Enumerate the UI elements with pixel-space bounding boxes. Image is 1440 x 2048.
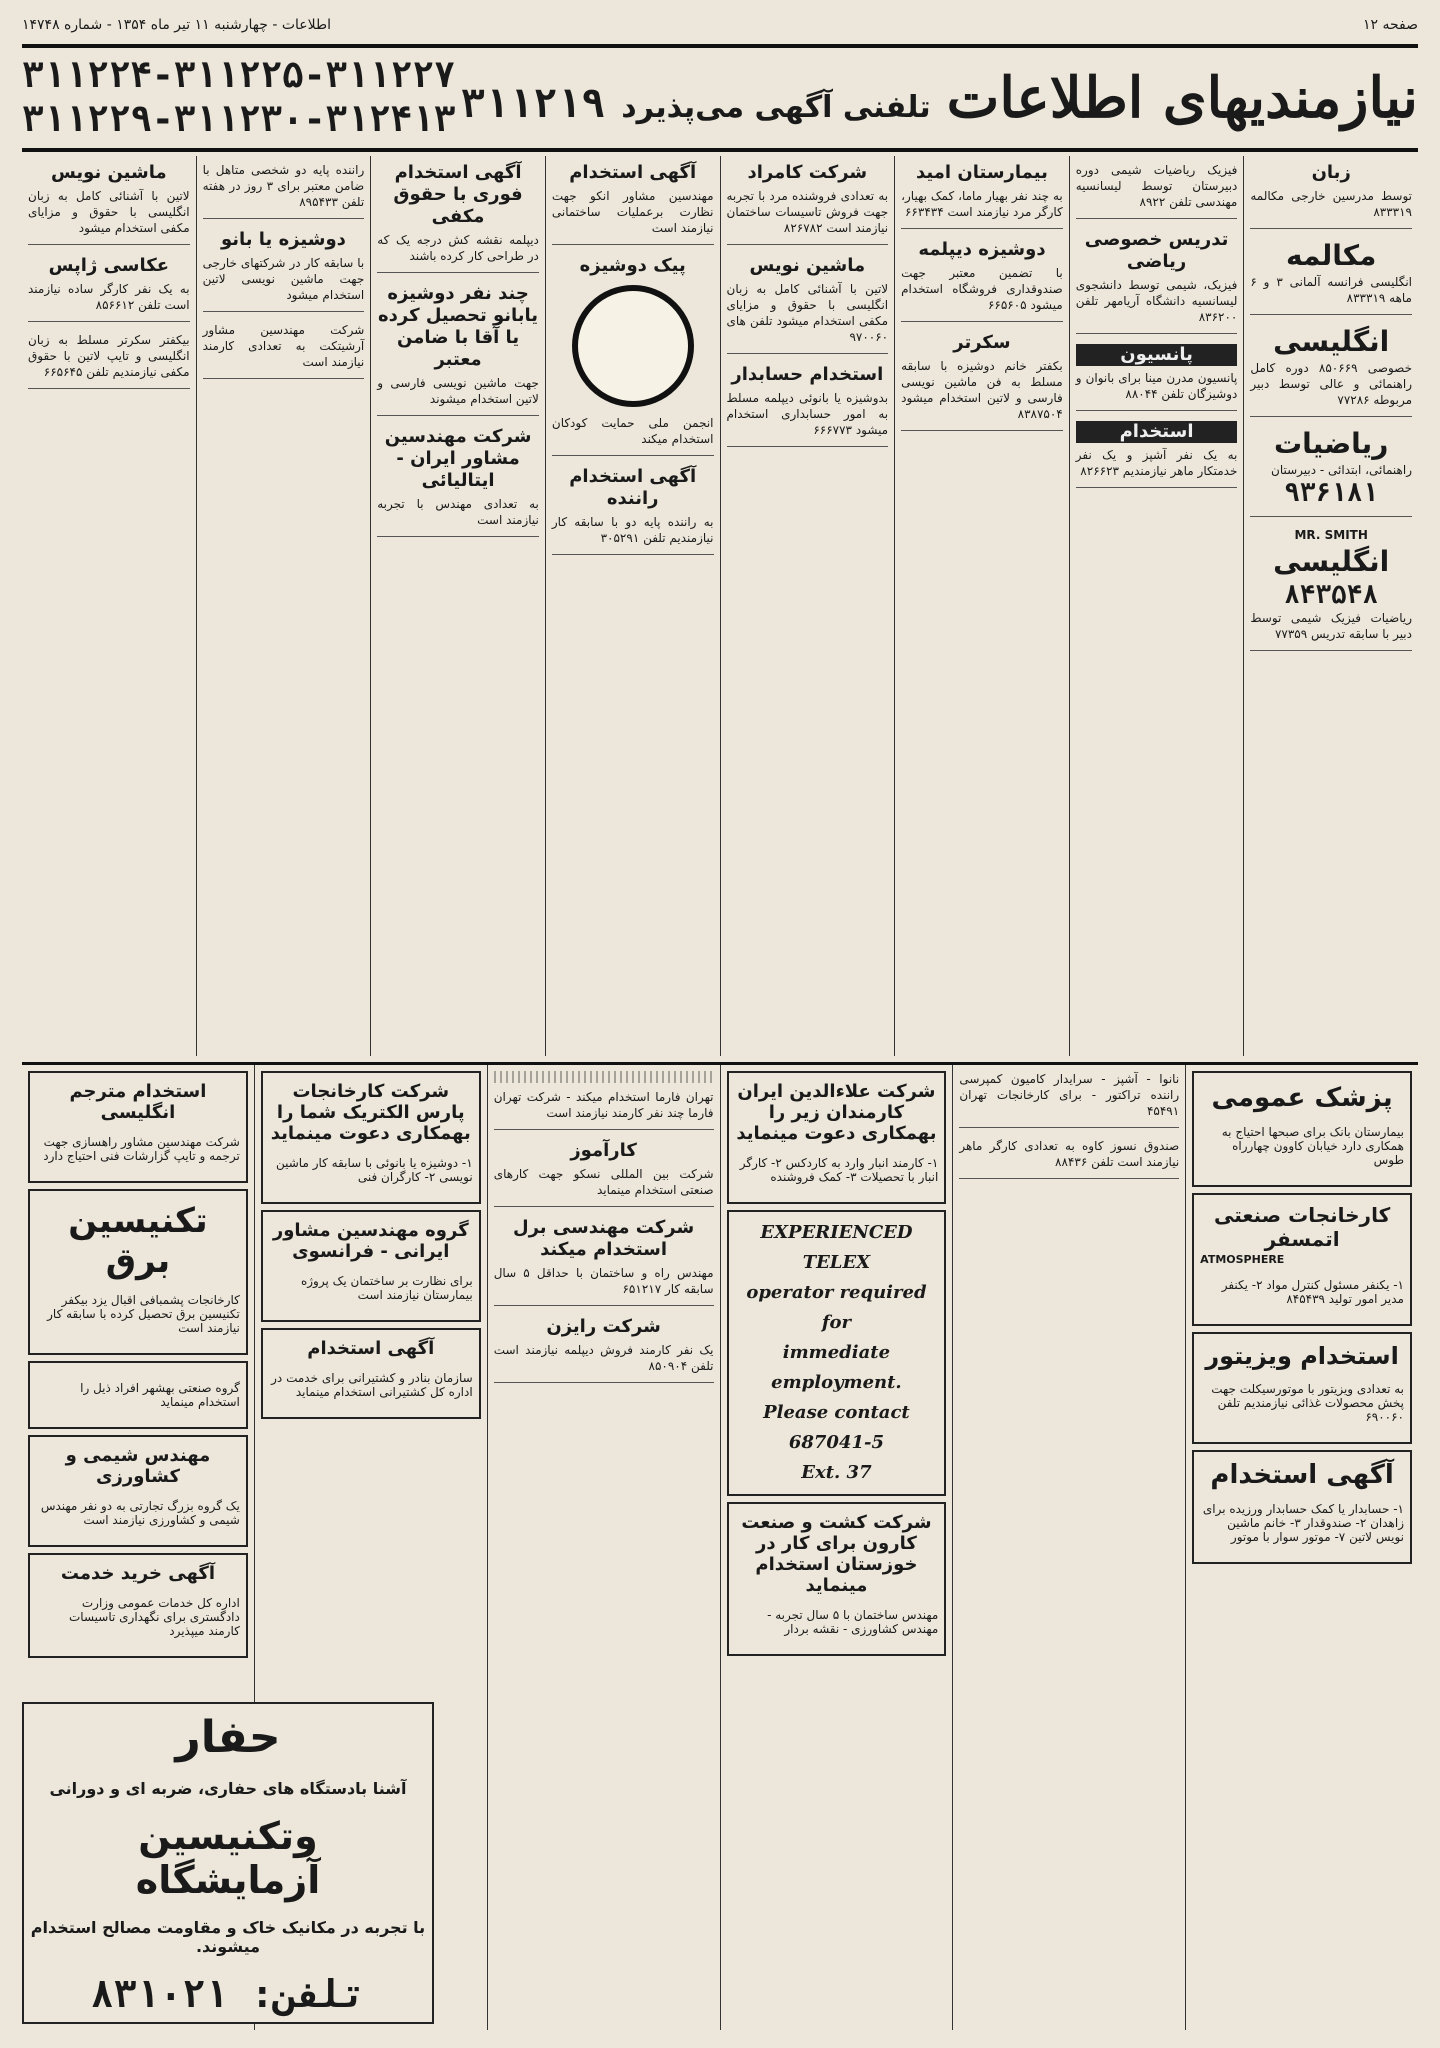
ad-tehran-farma: [494, 1071, 714, 1130]
ad-title: بیمارستان امید: [916, 162, 1048, 183]
ad-title: شرکت کشت و صنعت کارون برای کار در خوزستان استخدام مینماید: [741, 1512, 932, 1596]
ad-industrial-group: [28, 1361, 248, 1429]
ad-accountant: [727, 364, 889, 447]
column-5: [545, 156, 720, 1056]
ad-nanva: [959, 1071, 1179, 1128]
ad-title: شرکت کامراد: [747, 162, 868, 183]
ad-diploma-girl: [901, 239, 1063, 322]
ad-body: به تعدادی فروشنده مرد با تجربه جهت فروش تاسیسات ساختمان نیازمند است ۸۲۶۷۸۲: [726, 189, 889, 235]
ad-consulting-engineers: [261, 1210, 481, 1322]
ad-body: به تعدادی مهندس با تجربه نیازمند است: [377, 497, 539, 527]
ad-intern: [494, 1140, 714, 1207]
ad-body: دیپلمه نقشه کش درجه یک که در طراحی کار کرده باشند: [377, 233, 539, 263]
page-number: صفحه ۱۲: [1362, 17, 1418, 33]
ad-math: [1250, 427, 1412, 517]
ad-hiring-notice: [552, 162, 714, 245]
ad-title: عکاسی ژاپس: [48, 255, 170, 276]
lower-column-1: [1185, 1065, 1418, 2030]
lower-column-4: [487, 1065, 720, 2030]
ad-title: پانسیون: [1076, 344, 1238, 366]
ad-title: تدریس خصوصی ریاضی: [1084, 229, 1229, 272]
ad-body: به تعدادی ویزیتور با موتورسیکلت جهت پخش محصولات غذائی نیازمندیم تلفن ۶۹۰۰۶۰: [1211, 1382, 1404, 1424]
ad-title: گروه مهندسین مشاور ایرانی - فرانسوی: [272, 1220, 469, 1262]
ad-driver-basic: [203, 162, 365, 219]
ad-body: پانسیون مدرن مینا برای بانوان و دوشیزگان تلفن ۸۸۰۴۴: [1075, 371, 1238, 401]
ad-title: سکرتر: [953, 332, 1011, 353]
ad-body: با تجربه در مکانیک خاک و مقاومت مصالح استخدام میشوند.: [30, 1918, 426, 1956]
lower-column-3: [720, 1065, 953, 2030]
ad-general-doctor: [1192, 1071, 1412, 1187]
ad-title: پیک دوشیزه: [579, 255, 686, 276]
ad-body: فیزیک، شیمی توسط دانشجوی لیسانسیه دانشگاه آریامهر تلفن ۸۳۶۲۰۰: [1075, 278, 1238, 324]
ad-typist-english: [28, 162, 190, 245]
ad-body: مهندس ساختمان با ۵ سال تجربه - مهندس کشاورزی - نقشه بردار: [767, 1608, 939, 1636]
ad-title: کارخانجات صنعتی اتمسفر: [1213, 1203, 1391, 1251]
ad-body: گروه صنعتی بهشهر افراد ذیل را استخدام مینماید: [80, 1381, 240, 1409]
logo-stripe: [494, 1071, 714, 1083]
ad-line-3: آزمایشگاه: [135, 1858, 321, 1902]
ad-body: فیزیک ریاضیات شیمی دوره دبیرستان توسط لیسانسیه مهندسی تلفن ۸۹۲۲: [1075, 163, 1238, 209]
ad-phone: تلفن: ۸۳۱۰۲۱: [90, 1972, 366, 2016]
ad-subtitle: آشنا بادستگاه های حفاری، ضربه ای و دورانی: [49, 1779, 407, 1798]
ad-body: به راننده پایه دو با سابقه کار نیازمندیم تلفن ۳۰۵۲۹۱: [551, 515, 714, 545]
ad-private-lessons: [1076, 229, 1238, 334]
ad-body: نانوا - آشپز - سرایدار کامیون کمپرسی راننده تراکتور - برای کارخانجات تهران ۴۵۴۹۱: [959, 1072, 1180, 1118]
ad-body: خصوصی ۸۵۰۶۶۹ دوره کامل راهنمائی و عالی توسط دبیر مربوطه ۷۷۲۸۶: [1250, 361, 1413, 407]
ad-body: یک گروه بزرگ تجارتی به دو نفر مهندس شیمی و کشاورزی نیازمند است: [40, 1499, 240, 1527]
ad-body: با تضمین معتبر جهت صندوقداری فروشگاه استخدام میشود ۶۶۵۶۰۵: [901, 266, 1063, 312]
ad-driver: [552, 466, 714, 555]
ad-bril: [494, 1217, 714, 1306]
society-logo-icon: [572, 285, 694, 407]
ad-title: ماشین نویس: [50, 162, 167, 183]
ad-body: راننده پایه دو شخصی متاهل با ضامن معتبر برای ۳ روز در هفته تلفن ۸۹۵۴۳۳: [202, 163, 365, 209]
ad-title: تکنیسین برق: [68, 1201, 208, 1281]
telex-line-3: immediate employment.: [771, 1342, 902, 1393]
ad-employment-2: [261, 1328, 481, 1419]
ad-body: صندوق نسوز کاوه به تعدادی کارگر ماهر نیازمند است تلفن ۸۸۴۳۶: [959, 1139, 1180, 1169]
ad-educated-girls: [203, 229, 365, 312]
banner-main-phone: ۳۱۱۲۱۹: [460, 81, 606, 127]
ad-secretary-2: [28, 332, 190, 389]
ad-pansion: [1076, 344, 1238, 411]
ad-body: یک نفر کارمند فروش دیپلمه نیازمند است تلفن ۸۵۰۹۰۴: [493, 1343, 714, 1373]
ad-body: به یک نفر کارگر ساده نیازمند است تلفن ۸۵۶۶۱۲: [28, 282, 190, 312]
ad-service-buying: [28, 1553, 248, 1658]
page-header: [22, 14, 1418, 36]
ad-title: استخدام حسابدار: [731, 364, 884, 385]
ad-body: لاتین با آشنائی کامل به زبان انگلیسی با حقوق و مزایای مکفی استخدام میشود تلفن های ۹۷۰۰۶۰: [726, 282, 889, 344]
ad-video-hiring: [1192, 1332, 1412, 1444]
ad-body: توسط مدرسین خارجی مکالمه ۸۳۳۳۱۹: [1250, 189, 1412, 219]
ad-two-girls: [377, 283, 539, 416]
ad-hospital-omid: [901, 162, 1063, 229]
ad-sonar-fund: [959, 1138, 1179, 1179]
ad-title: دوشیزه دیپلمه: [918, 239, 1046, 260]
ad-title: استخدام ویزیتور: [1205, 1342, 1399, 1370]
ad-employment-notice: [1192, 1450, 1412, 1564]
classifieds-banner: [22, 44, 1418, 152]
telex-line-1: EXPERIENCED TELEX: [760, 1222, 913, 1273]
ad-title: کارآموز: [570, 1140, 637, 1161]
ad-alaeddin: [727, 1071, 947, 1204]
ad-title: MR. SMITH: [1294, 528, 1368, 542]
ad-phone: ۹۳۶۱۸۱: [1284, 478, 1379, 508]
ad-photographer: [28, 255, 190, 322]
ad-body: به یک نفر آشپز و یک نفر خدمتکار ماهر نیازمندیم ۸۲۶۶۲۳: [1075, 448, 1238, 478]
lower-column-2: [952, 1065, 1185, 2030]
ad-subtitle: انگلیسی: [1273, 545, 1390, 578]
ad-phone: ۸۴۳۵۴۸: [1284, 580, 1379, 610]
ad-body: بکفتر خانم دوشیزه با سابقه مسلط به فن ماشین نویسی فارسی و لاتین استخدام میشود ۸۳۸۷۵۰۴: [901, 359, 1063, 421]
ad-body: بیکفتر سکرتر مسلط به زبان انگلیسی و تایپ لاتین با حقوق مکفی نیازمندیم تلفن ۶۶۵۶۴۵: [28, 333, 190, 379]
ad-body: اداره کل خدمات عمومی وزارت دادگستری برای نگهداری تاسیسات کارمند میپذیرد: [69, 1596, 240, 1638]
ad-atmosphere: [1192, 1193, 1412, 1326]
ad-title: آگهی استخدام: [307, 1338, 435, 1359]
ad-typist: [727, 255, 889, 354]
banner-title: نیازمندیهای اطلاعات: [946, 65, 1418, 131]
ad-body: مهندسین مشاور انکو جهت نظارت برعملیات ساختمانی نیازمند است: [551, 189, 714, 235]
ad-languages: [1250, 162, 1412, 229]
column-7: [196, 156, 371, 1056]
ad-title: آگهی استخدام: [569, 162, 697, 183]
ad-title: استخدام مترجم انگلیسی: [69, 1081, 207, 1123]
ad-title: شرکت مهندسی برل استخدام میکند: [512, 1217, 695, 1260]
telex-line-2: operator required for: [746, 1282, 927, 1333]
banner-phones-1: ۳۱۱۲۲۴-۳۱۱۲۲۵-۳۱۱۲۲۷: [22, 55, 456, 96]
ad-body: بیمارستان بانک برای صبحها احتیاج به همکاری دارد خیابان کاوون چهارراه طوس: [1221, 1125, 1404, 1167]
ad-company-kamrad: [727, 162, 889, 245]
ad-engineers: [377, 426, 539, 537]
ad-rayzen: [494, 1316, 714, 1383]
ad-title: شرکت کارخانجات پارس الکتریک شما را بهمکاری دعوت مینماید: [270, 1081, 471, 1144]
banner-phones-2: ۳۱۱۲۲۹-۳۱۱۲۳۰-۳۱۲۴۱۳: [22, 99, 456, 140]
telex-line-4: Please contact 687041-5: [763, 1402, 910, 1453]
ad-mr-smith: [1250, 527, 1412, 651]
ad-title: مکالمه: [1285, 239, 1377, 272]
column-6: [370, 156, 545, 1056]
ad-body: انگلیسی فرانسه آلمانی ۳ و ۶ ماهه ۸۳۳۳۱۹: [1250, 275, 1412, 305]
ad-body: بدوشیزه یا بانوئی دیپلمه مسلط به امور حسابداری استخدام میشود ۶۶۶۷۷۳: [726, 391, 889, 437]
ad-body: ۱- دوشیزه یا بانوئی با سابقه کار ماشین نویسی ۲- کارگران فنی: [275, 1156, 473, 1184]
ad-body: راهنمائی، ابتدائی - دبیرستان: [1271, 463, 1412, 477]
ad-title: مهندس شیمی و کشاورزی: [65, 1445, 211, 1487]
column-2: [1069, 156, 1244, 1056]
ad-title: آگهی استخدام راننده: [569, 466, 697, 509]
ad-part-electric: [261, 1071, 481, 1204]
ad-body: شرکت مهندسین مشاور راهسازی جهت ترجمه و تایپ گزارشات فنی احتیاج دارد: [43, 1135, 240, 1163]
ad-body: ریاضیات فیزیک شیمی توسط دبیر با سابقه تدریس ۷۷۳۵۹: [1250, 611, 1412, 641]
ad-body: ۱- حسابدار یا کمک حسابدار ورزیده برای زاهدان ۲- صندوقدار ۳- خانم ماشین نویس لاتین ۷- موتور سوار با موتور: [1202, 1502, 1404, 1544]
ad-title: شرکت مهندسین مشاور ایران - ایتالیائی: [384, 426, 532, 491]
telex-line-5: Ext. 37: [801, 1462, 872, 1483]
ad-title: حفار: [175, 1712, 281, 1763]
ad-employment: [1076, 421, 1238, 488]
issue-info: اطلاعات - چهارشنبه ۱۱ تیر ماه ۱۳۵۴ - شماره ۱۴۷۴۸: [22, 17, 332, 33]
ad-title: شرکت رایزن: [546, 1316, 661, 1337]
ad-body: سازمان بنادر و کشتیرانی برای خدمت در اداره کل کشتیرانی استخدام مینماید: [271, 1371, 473, 1399]
ad-body: شرکت مهندسین مشاور آرشیتکت به تعدادی کارمند نیازمند است: [202, 323, 365, 369]
upper-columns: [22, 156, 1418, 1056]
ad-title: ریاضیات: [1274, 427, 1389, 460]
ad-title: انگلیسی: [1273, 325, 1390, 358]
ad-body: شرکت بین المللی نسکو جهت کارهای صنعتی استخدام مینماید: [493, 1167, 714, 1197]
ad-telex: [727, 1210, 947, 1496]
column-3: [894, 156, 1069, 1056]
banner-phone-list: [22, 54, 455, 142]
column-1: [1243, 156, 1418, 1056]
ad-body: ۱- کارمند انبار وارد به کاردکس ۲- کارگر انبار با تحصیلات ۳- کمک فروشنده: [739, 1156, 939, 1184]
atmosphere-logo-text: ATMOSPHERE: [1200, 1253, 1285, 1266]
ad-title: آگهی استخدام فوری با حقوق مکفی: [393, 162, 523, 227]
ad-line-2: وتکنیسین: [138, 1814, 318, 1858]
ad-hafar: [22, 1702, 434, 2024]
ad-tutoring: [1076, 162, 1238, 219]
column-4: [720, 156, 895, 1056]
ad-english: [1250, 325, 1412, 417]
ad-body: ۱- یکنفر مسئول کنترل مواد ۲- یکنفر مدیر امور تولید ۸۴۵۴۳۹: [1221, 1278, 1404, 1306]
ad-conversation: [1250, 239, 1412, 315]
ad-title: استخدام: [1076, 421, 1238, 443]
ad-title: زبان: [1311, 162, 1351, 183]
ad-body: برای نظارت بر ساختمان یک پروژه بیمارستان نیازمند است: [300, 1274, 473, 1302]
ad-body: مهندس راه و ساختمان با حداقل ۵ سال سابقه کار ۶۵۱۲۱۷: [493, 1266, 714, 1296]
ad-body: لاتین با آشنائی کامل به زبان انگلیسی با حقوق و مزایای مکفی استخدام میشود: [28, 189, 190, 235]
ad-body: انجمن ملی حمایت کودکان استخدام میکند: [551, 416, 714, 446]
ad-body: جهت ماشین نویسی فارسی و لاتین استخدام میشوند: [377, 376, 539, 406]
ad-body: به چند نفر بهیار ماما، کمک بهیار، کارگر مرد نیازمند است ۶۶۳۴۳۴: [901, 189, 1063, 219]
ad-title: آگهی استخدام: [1210, 1460, 1394, 1490]
ad-urgent-hiring: [377, 162, 539, 273]
ad-secretary: [901, 332, 1063, 431]
ad-title: دوشیزه یا بانو: [220, 229, 346, 250]
ad-karun: [727, 1502, 947, 1656]
ad-title: پزشک عمومی: [1211, 1083, 1393, 1113]
banner-subtitle: تلفنی آگهی می‌پذیرد: [621, 90, 931, 125]
ad-translator: [28, 1071, 248, 1183]
ad-title: ماشین نویس: [749, 255, 866, 276]
ad-title: چند نفر دوشیزه یابانو تحصیل کرده یا آقا با ضامن معتبر: [378, 283, 539, 370]
ad-chemistry-engineer: [28, 1435, 248, 1547]
ad-body: کارخانجات پشمبافی اقبال یزد بیکفر تکنیسین برق تحصیل کرده با سابقه کار نیازمند است: [47, 1293, 240, 1335]
ad-title: آگهی خرید خدمت: [60, 1563, 216, 1584]
ad-body: تهران فارما استخدام میکند - شرکت تهران فارما چند نفر کارمند نیازمند است: [493, 1090, 714, 1120]
ad-electric-tech: [28, 1189, 248, 1355]
column-8: [22, 156, 196, 1056]
ad-body: با سابقه کار در شرکتهای خارجی جهت ماشین نویسی لاتین استخدام میشود: [202, 256, 365, 302]
ad-peyk: [552, 255, 714, 456]
ad-title: شرکت علاءالدین ایران کارمندان زیر را بهمکاری دعوت مینماید: [736, 1081, 937, 1144]
ad-company-hiring: [203, 322, 365, 379]
